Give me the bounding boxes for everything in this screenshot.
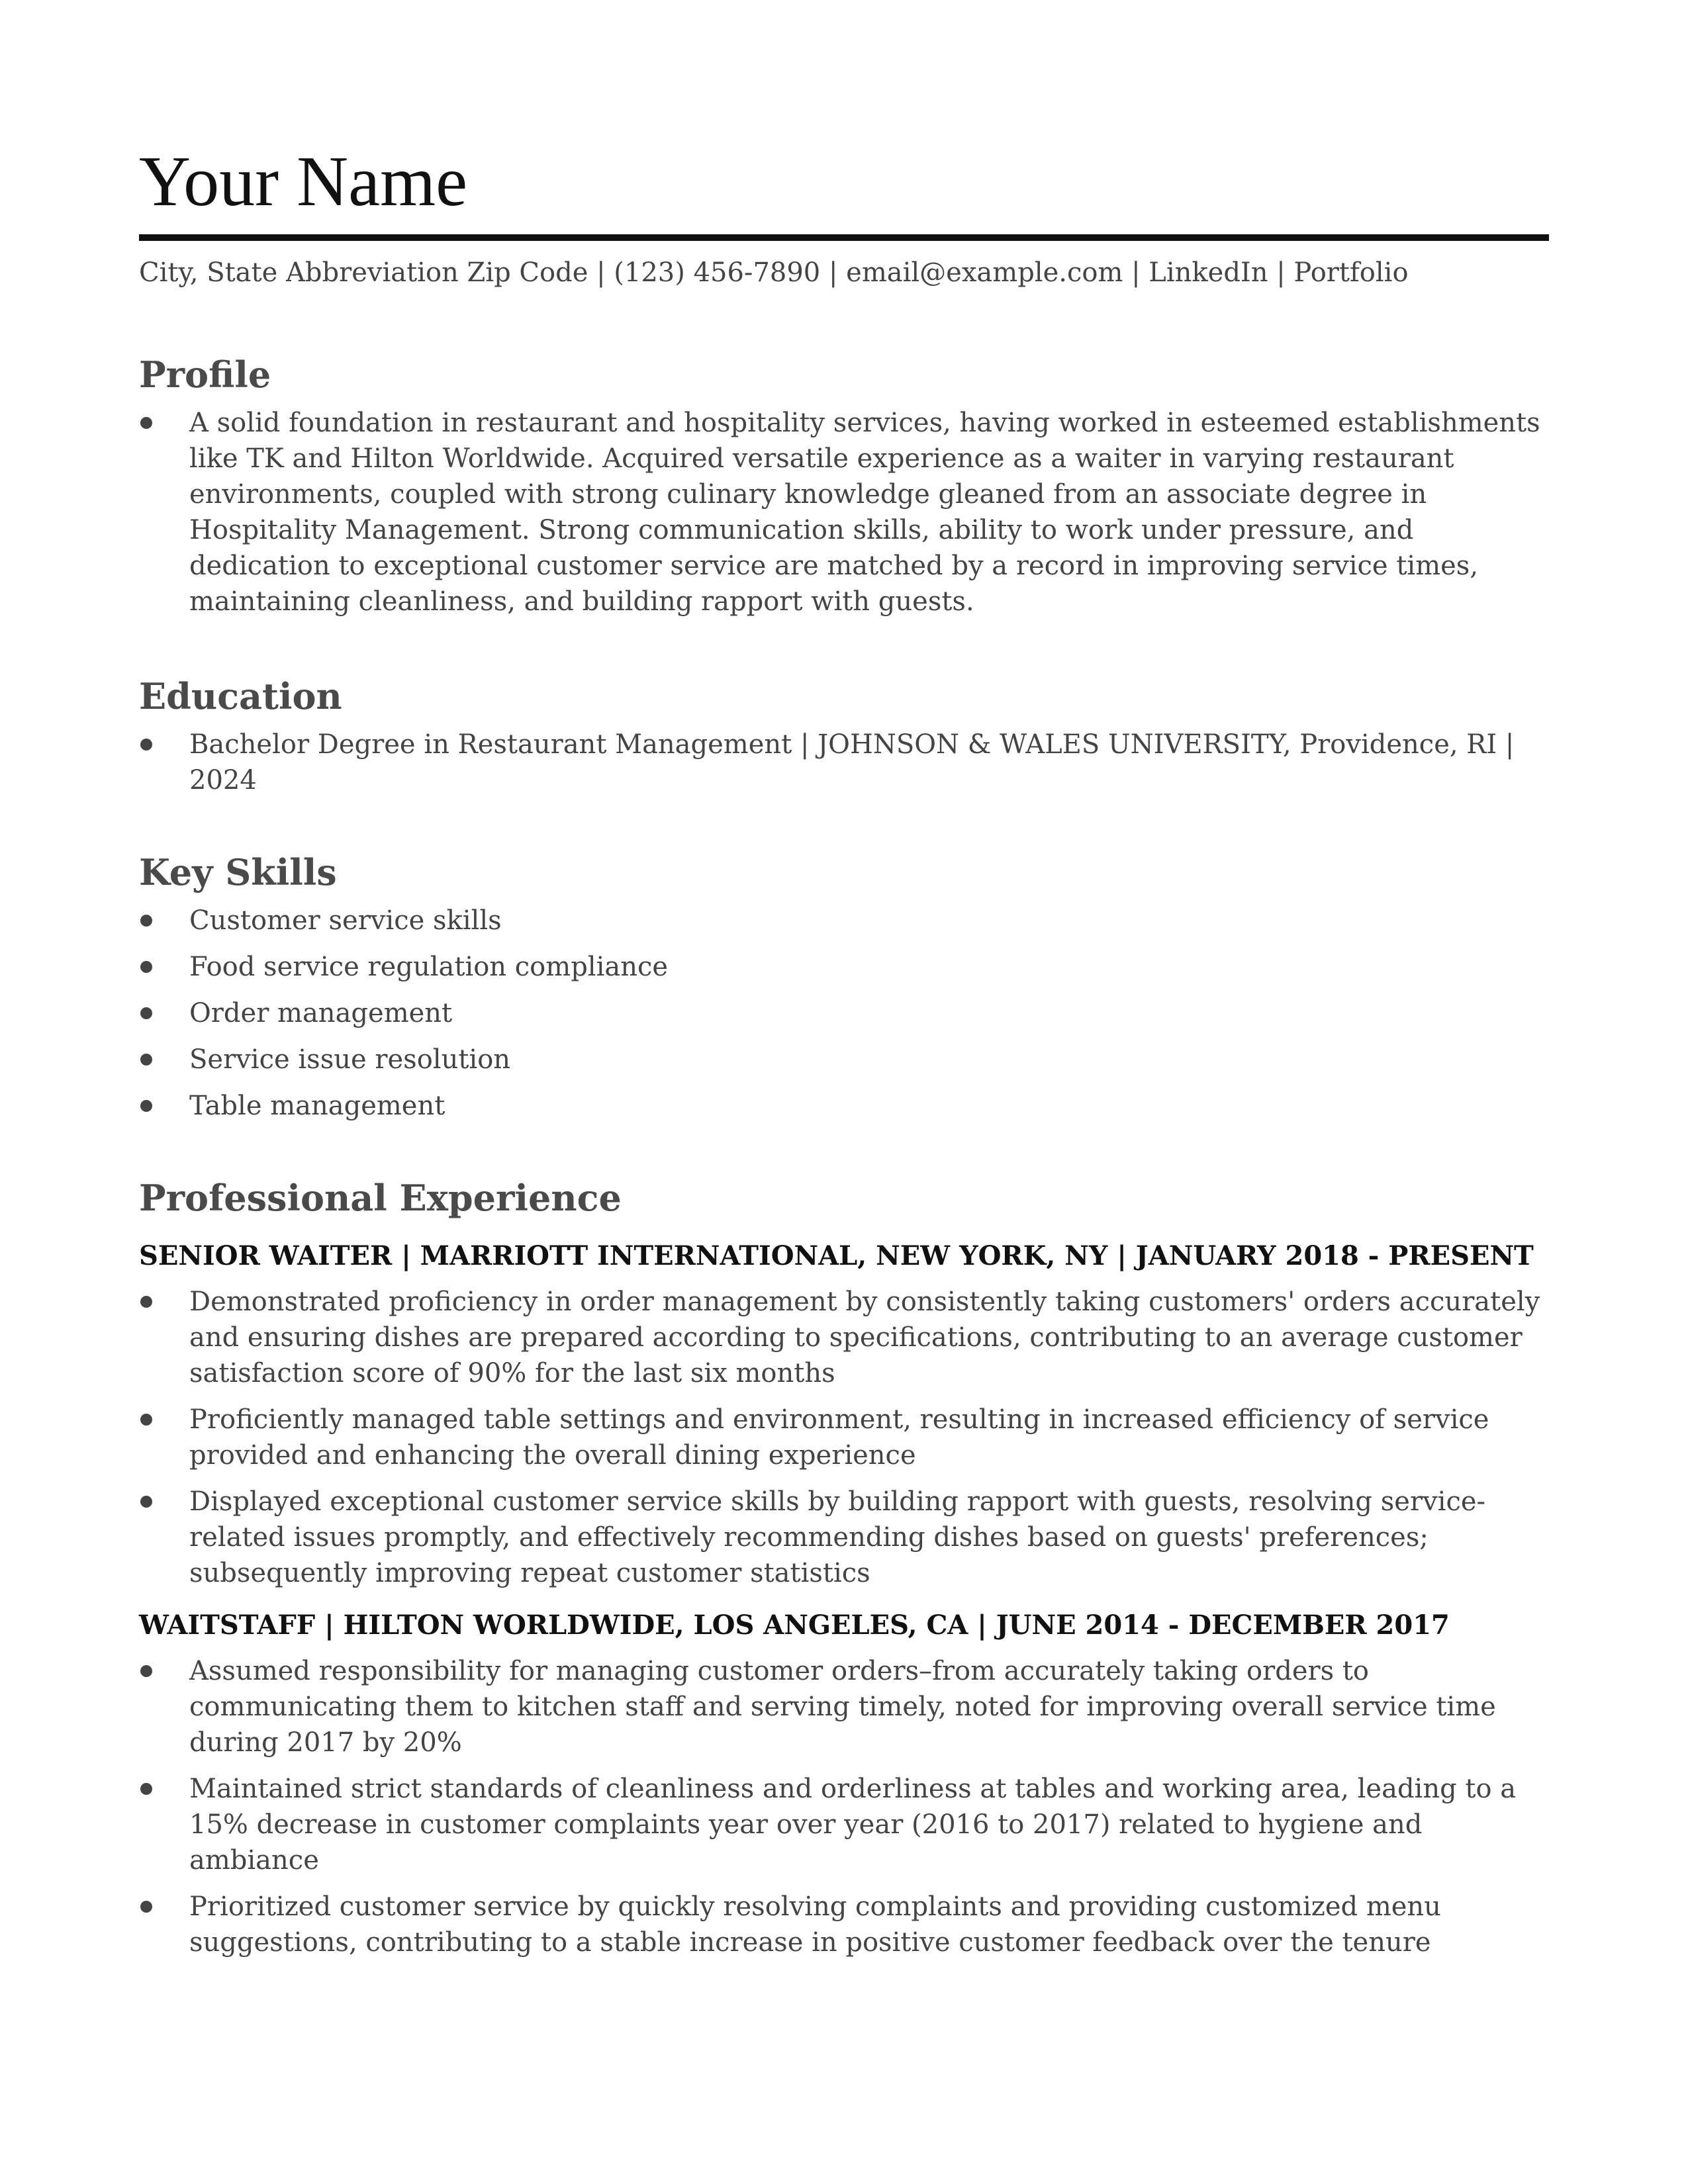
skill-item: Table management [189, 1091, 445, 1121]
job-bullets [139, 1653, 1549, 1960]
bullet-icon [140, 961, 152, 973]
skill-item: Service issue resolution [189, 1044, 511, 1075]
list-item [139, 1402, 1549, 1473]
list-item [139, 1484, 1549, 1591]
profile-section [139, 351, 1549, 619]
skill-item: Customer service skills [189, 905, 502, 936]
job-bullet-text: Demonstrated proficiency in order management by consistently taking customers' orders accurately and ensuring dishes are prepared according to specifications, contributing to an average customer satisfaction score of 90% for the last six months [189, 1287, 1540, 1388]
bullet-icon [140, 915, 152, 927]
bullet-icon [140, 1665, 152, 1677]
list-item [139, 1042, 1549, 1077]
job-bullet-text: Proficiently managed table settings and environment, resulting in increased efficiency of service provided and enhancing the overall dining experience [189, 1404, 1489, 1471]
skills-heading: Key Skills [139, 851, 337, 893]
profile-heading: Profile [139, 353, 271, 396]
bullet-icon [140, 1007, 152, 1019]
education-list [139, 727, 1549, 798]
contact-line: City, State Abbreviation Zip Code | (123) 456-7890 | email@example.com | LinkedIn | Portfolio [139, 257, 1409, 288]
job-bullet-text: Assumed responsibility for managing customer orders–from accurately taking orders to communicating them to kitchen staff and serving timely, noted for improving overall service time during 2017 by 20% [189, 1656, 1496, 1758]
skill-item: Order management [189, 998, 453, 1028]
list-item [139, 903, 1549, 938]
list-item [139, 995, 1549, 1031]
profile-text: A solid foundation in restaurant and hospitality services, having worked in esteemed establishments like TK and Hilton Worldwide. Acquired versatile experience as a waiter in varying restaurant environments, coupled with strong culinary knowledge gleaned from an associate degree in Hospitality Management. Strong communication skills, ability to work under pressure, and dedication to exceptional customer service are matched by a record in improving service times, maintaining cleanliness, and building rapport with guests. [189, 408, 1540, 617]
experience-heading: Professional Experience [139, 1177, 622, 1219]
education-item: Bachelor Degree in Restaurant Management | JOHNSON & WALES UNIVERSITY, Providence, RI | 2024 [189, 729, 1515, 796]
bullet-icon [140, 1901, 152, 1913]
education-heading: Education [139, 675, 342, 717]
list-item [139, 405, 1549, 619]
job-heading: SENIOR WAITER | MARRIOTT INTERNATIONAL, NEW YORK, NY | JANUARY 2018 - PRESENT [139, 1240, 1534, 1271]
bullet-icon [140, 739, 152, 751]
list-item [139, 1284, 1549, 1391]
skills-section [139, 848, 1549, 1124]
list-item [139, 949, 1549, 985]
candidate-name: Your Name [139, 142, 468, 221]
skills-list [139, 903, 1549, 1124]
list-item [139, 727, 1549, 798]
job-bullet-text: Prioritized customer service by quickly resolving complaints and providing customized menu suggestions, contributing to a stable increase in positive customer feedback over the tenure [189, 1891, 1441, 1958]
job-heading: WAITSTAFF | HILTON WORLDWIDE, LOS ANGELES, CA | JUNE 2014 - DECEMBER 2017 [139, 1610, 1450, 1641]
job-bullets [139, 1284, 1549, 1591]
experience-section [139, 1174, 1549, 1960]
list-item [139, 1653, 1549, 1760]
job-bullet-text: Displayed exceptional customer service skills by building rapport with guests, resolving service-related issues promptly, and effectively recommending dishes based on guests' preferences; subsequently improving repeat customer statistics [189, 1486, 1486, 1588]
bullet-icon [140, 417, 152, 429]
bullet-icon [140, 1100, 152, 1112]
profile-list [139, 405, 1549, 619]
header-divider [139, 234, 1549, 241]
bullet-icon [140, 1414, 152, 1426]
bullet-icon [140, 1496, 152, 1508]
bullet-icon [140, 1783, 152, 1795]
bullet-icon [140, 1054, 152, 1066]
resume-page [139, 139, 1549, 1971]
job-bullet-text: Maintained strict standards of cleanliness and orderliness at tables and working area, leading to a 15% decrease in customer complaints year over year (2016 to 2017) related to hygiene and ambiance [189, 1774, 1517, 1876]
list-item [139, 1889, 1549, 1960]
bullet-icon [140, 1296, 152, 1308]
education-section [139, 672, 1549, 798]
list-item [139, 1088, 1549, 1124]
list-item [139, 1771, 1549, 1878]
skill-item: Food service regulation compliance [189, 952, 669, 982]
